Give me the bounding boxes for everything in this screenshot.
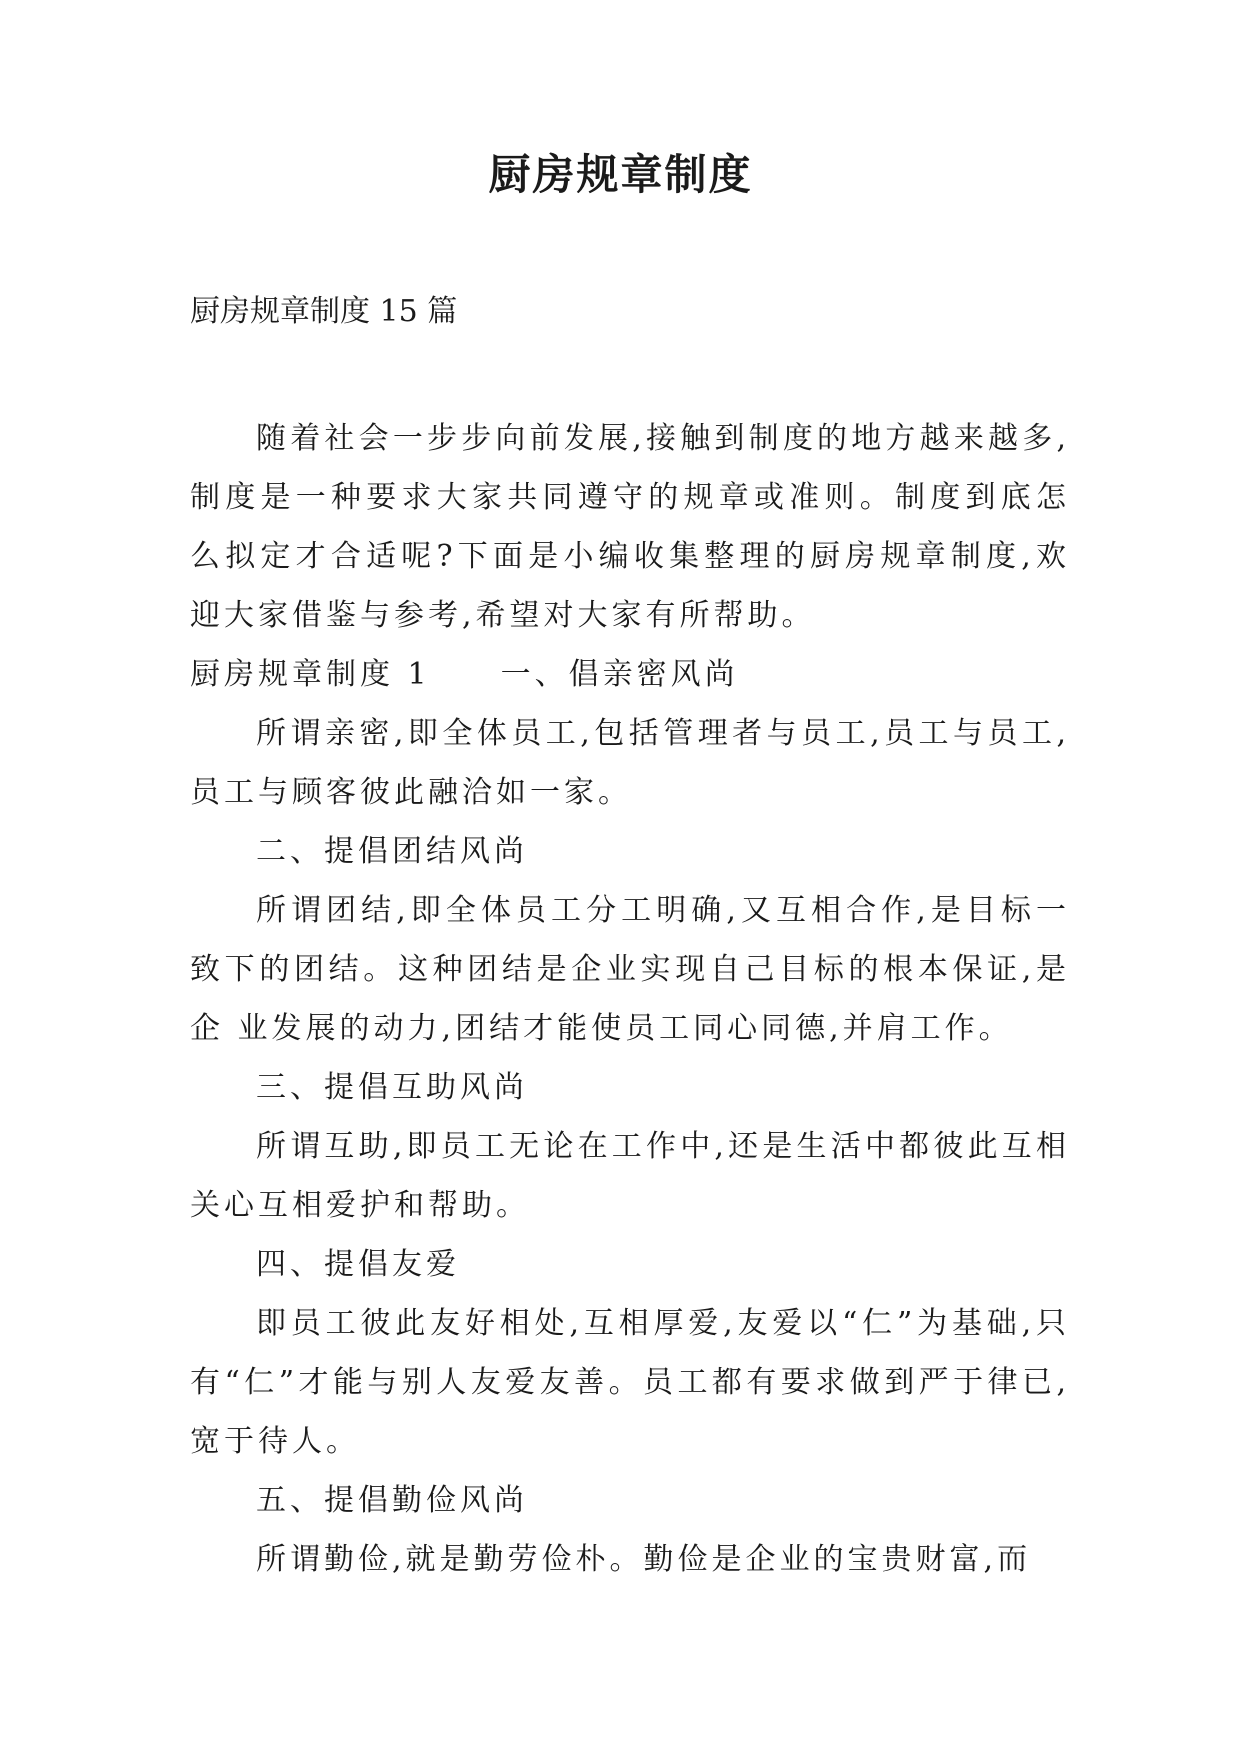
paragraph-1: 所谓亲密,即全体员工,包括管理者与员工,员工与员工,员工与顾客彼此融洽如一家。 — [190, 716, 1070, 810]
heading-5: 五、提倡勤俭风尚 — [256, 1483, 528, 1518]
intro-paragraph: 随着社会一步步向前发展,接触到制度的地方越来越多,制度是一种要求大家共同遵守的规章或准则。制度到底怎么拟定才合适呢?下面是小编收集整理的厨房规章制度,欢迎大家借鉴与参考,希望对大家有所帮助。 — [190, 421, 1070, 633]
paragraph-2: 所谓团结,即全体员工分工明确,又互相合作,是目标一致下的团结。这种团结是企业实现自己目标的根本保证,是企 业发展的动力,团结才能使员工同心同德,并肩工作。 — [190, 893, 1070, 1046]
heading-2: 二、提倡团结风尚 — [256, 834, 528, 869]
section-1-heading: 一、倡亲密风尚 — [500, 657, 739, 692]
heading-3: 三、提倡互助风尚 — [256, 1070, 528, 1105]
document-title: 厨房规章制度 — [488, 150, 753, 199]
paragraph-3: 所谓互助,即员工无论在工作中,还是生活中都彼此互相关心互相爱护和帮助。 — [190, 1129, 1070, 1223]
document-subtitle: 厨房规章制度 15 篇 — [190, 294, 458, 329]
paragraph-4: 即员工彼此友好相处,互相厚爱,友爱以“仁”为基础,只有“仁”才能与别人友爱友善。员工都有要求做到严于律已,宽于待人。 — [190, 1306, 1070, 1459]
heading-4: 四、提倡友爱 — [256, 1247, 460, 1282]
document-body — [190, 409, 1070, 1589]
paragraph-5: 所谓勤俭,就是勤劳俭朴。勤俭是企业的宝贵财富,而 — [256, 1542, 1032, 1577]
section-1-line — [190, 645, 1070, 704]
section-1-label: 厨房规章制度 1 — [190, 657, 431, 692]
